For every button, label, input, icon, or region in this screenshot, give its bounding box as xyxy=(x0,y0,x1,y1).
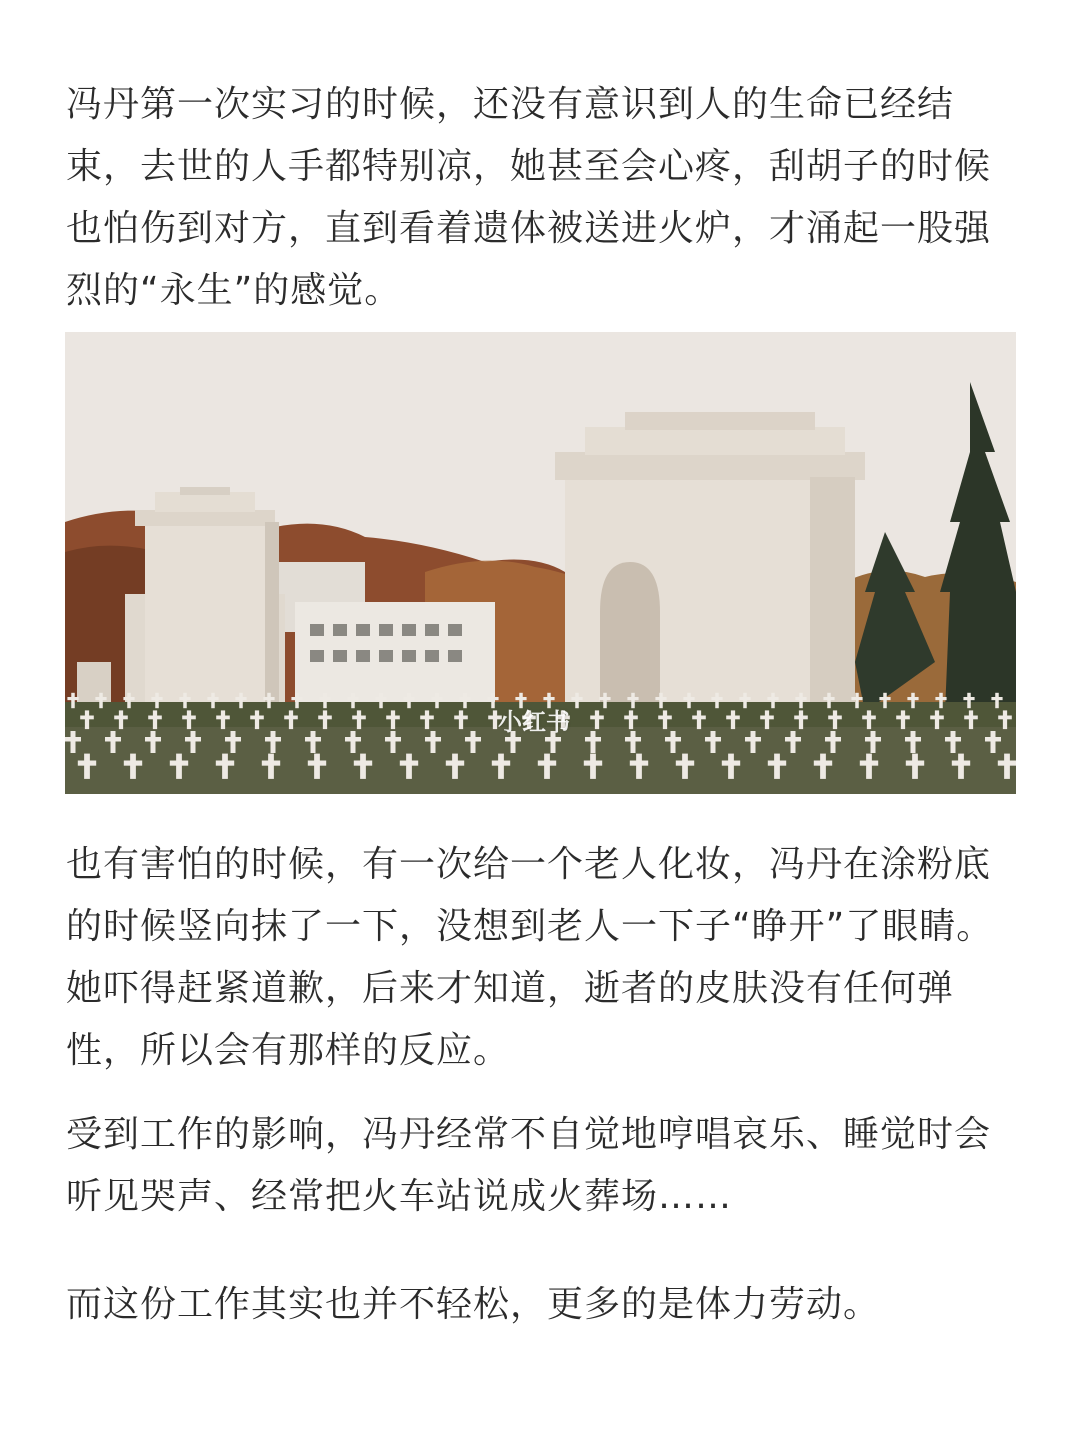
paragraph-3: 受到工作的影响，冯丹经常不自觉地哼唱哀乐、睡觉时会听见哭声、经常把火车站说成火葬场…… xyxy=(66,1114,992,1217)
paragraph-4: 而这份工作其实也并不轻松，更多的是体力劳动。 xyxy=(66,1284,881,1325)
paragraph-2: 也有害怕的时候，有一次给一个老人化妆，冯丹在涂粉底的时候竖向抹了一下，没想到老人一下子“睁开”了眼睛。她吓得赶紧道歉，后来才知道，逝者的皮肤没有任何弹性，所以会有那样的反应。 xyxy=(66,844,994,1071)
watermark-logo: 小红书 xyxy=(498,708,570,736)
paragraph-1: 冯丹第一次实习的时候，还没有意识到人的生命已经结束，去世的人手都特别凉，她甚至会心疼，刮胡子的时候也怕伤到对方，直到看着遗体被送进火炉，才涌起一股强烈的“永生”的感觉。 xyxy=(66,84,992,311)
cemetery-photo xyxy=(65,332,1016,794)
